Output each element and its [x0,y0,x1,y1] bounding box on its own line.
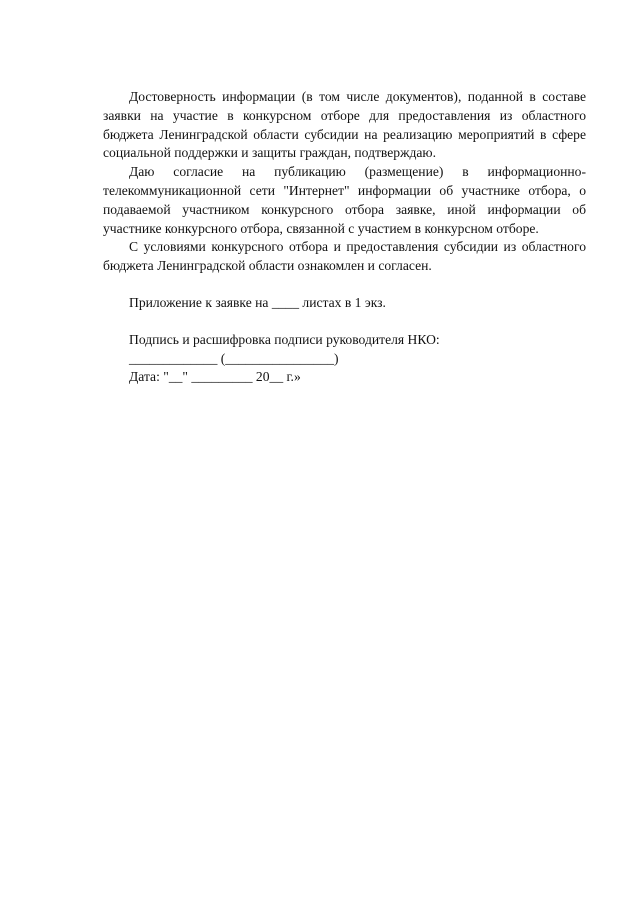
spacer [103,276,586,294]
signature-label: Подпись и расшифровка подписи руководителя НКО: [129,331,440,347]
paragraph-conditions: С условиями конкурсного отбора и предоставления субсидии из областного бюджета Ленинградской области ознакомлен и согласен. [103,239,586,274]
paragraph-authenticity: Достоверность информации (в том числе документов), поданной в составе заявки на участие в конкурсном отборе для предоставления из областного бюджета Ленинградской области субсидии на реализацию мероприятий в сфере социальной поддержки и защиты граждан, подтверждаю. [103,89,586,161]
paragraph-consent: Даю согласие на публикацию (размещение) в информационно-телекоммуникационной сети "Интернет" информации об участнике отбора, о подаваемой участником конкурсного отбора заявке, иной информации об участнике конкурсного отбора, связанной с участием в конкурсном отборе. [103,164,586,236]
signature-line: _____________ (________________) [129,350,339,366]
date-line: Дата: "__" _________ 20__ г.» [129,369,301,385]
document-body [103,88,586,387]
attachment-line: Приложение к заявке на ____ листах в 1 экз. [129,294,386,310]
spacer [103,313,586,331]
